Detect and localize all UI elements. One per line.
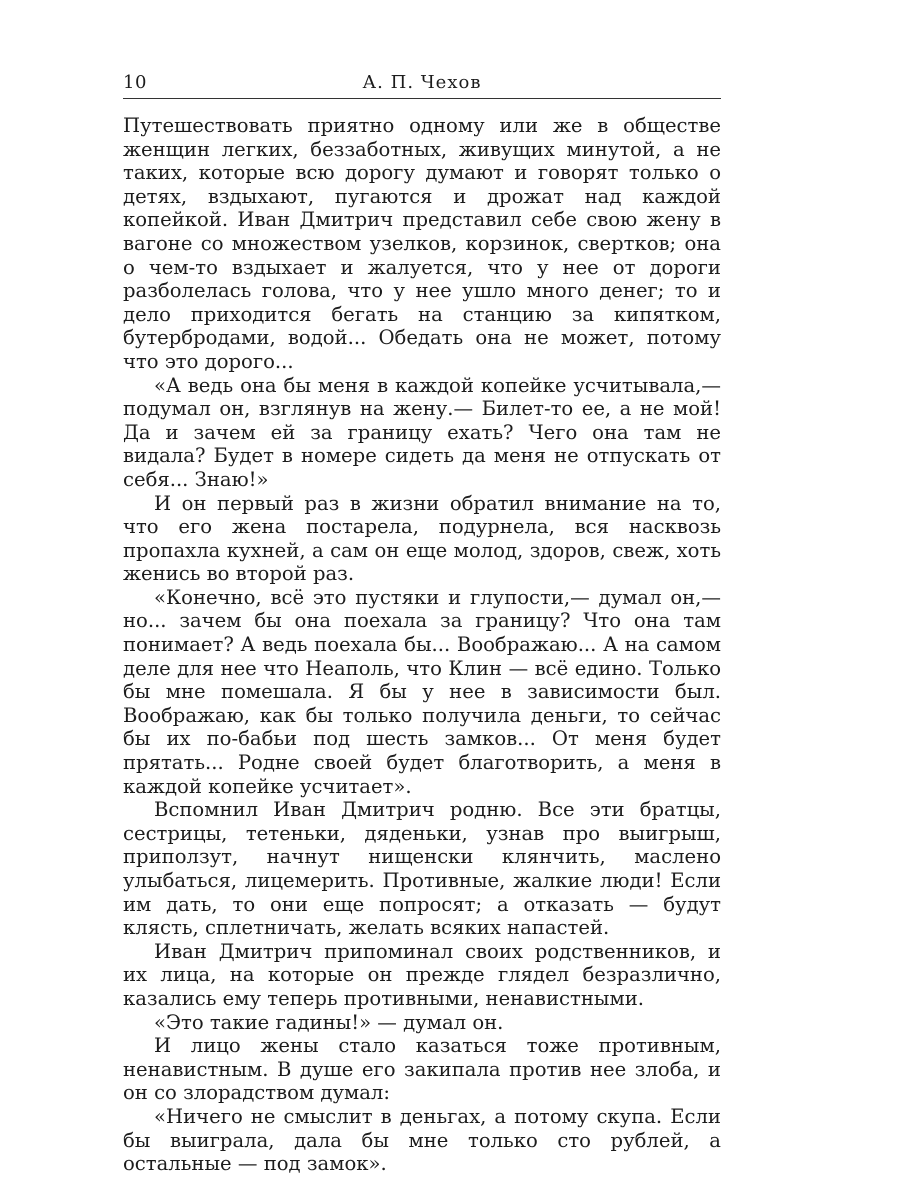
body-text [123, 114, 721, 1176]
paragraph: «Ничего не смыслит в деньгах, а потому скупа. Если бы выиграла, дала бы мне только сто рублей, а остальные — под замок». [123, 1104, 721, 1176]
running-head [123, 70, 721, 99]
paragraph: «Это такие гадины!» — думал он. [154, 1010, 504, 1034]
running-title-author: А. П. Чехов [362, 72, 482, 93]
paragraph: «А ведь она бы меня в каждой копейке усчитывала,— подумал он, взглянув на жену.— Билет-то ее, а не мой! Да и зачем ей за границу ехать? Чего она там не видала? Будет в номере сидеть да меня не отпускать от себя... Знаю!» [123, 373, 721, 491]
paragraph: И лицо жены стало казаться тоже противным, ненавистным. В душе его закипала против нее злоба, и он со злорадством думал: [123, 1034, 721, 1105]
paragraph: Вспомнил Иван Дмитрич родню. Все эти братцы, сестрицы, тетеньки, дяденьки, узнав про выигрыш, приползут, начнут нищенски клянчить, маслено улыбаться, лицемерить. Противные, жалкие люди! Если им дать, то они еще попросят; а отказать — будут клясть, сплетничать, желать всяких напастей. [123, 798, 721, 940]
page-number: 10 [123, 72, 147, 93]
paragraph: Иван Дмитрич припоминал своих родственников, и их лица, на которые он прежде глядел безразлично, казались ему теперь противными, ненавистными. [123, 939, 721, 1010]
paragraph-continued: Путешествовать приятно одному или же в обществе женщин легких, беззаботных, живущих минутой, а не таких, которые всю дорогу думают и говорят только о детях, вздыхают, пугаются и дрожат над каждой копейкой. Иван Дмитрич представил себе свою жену в вагоне со множеством узелков, корзинок, свертков; она о чем-то вздыхает и жалуется, что у нее от дороги разболелась голова, что у нее ушло много денег; то и дело приходится бегать на станцию за кипятком, бутербродами, водой... Обедать она не может, потому что это дорого... [123, 114, 721, 373]
paragraph: И он первый раз в жизни обратил внимание на то, что его жена постарела, подурнела, вся насквозь пропахла кухней, а сам он еще молод, здоров, свеж, хоть женись во второй раз. [123, 491, 721, 586]
paragraph: «Конечно, всё это пустяки и глупости,— думал он,— но... зачем бы она поехала за границу? Что она там понимает? А ведь поехала бы... Воображаю... А на самом деле для нее что Неаполь, что Клин — всё едино. Только бы мне помешала. Я бы у нее в зависимости был. Воображаю, как бы только получила деньги, то сейчас бы их по-бабьи под шесть замков... От меня будет прятать... Родне своей будет благотворить, а меня в каждой копейке усчитает». [123, 585, 721, 798]
